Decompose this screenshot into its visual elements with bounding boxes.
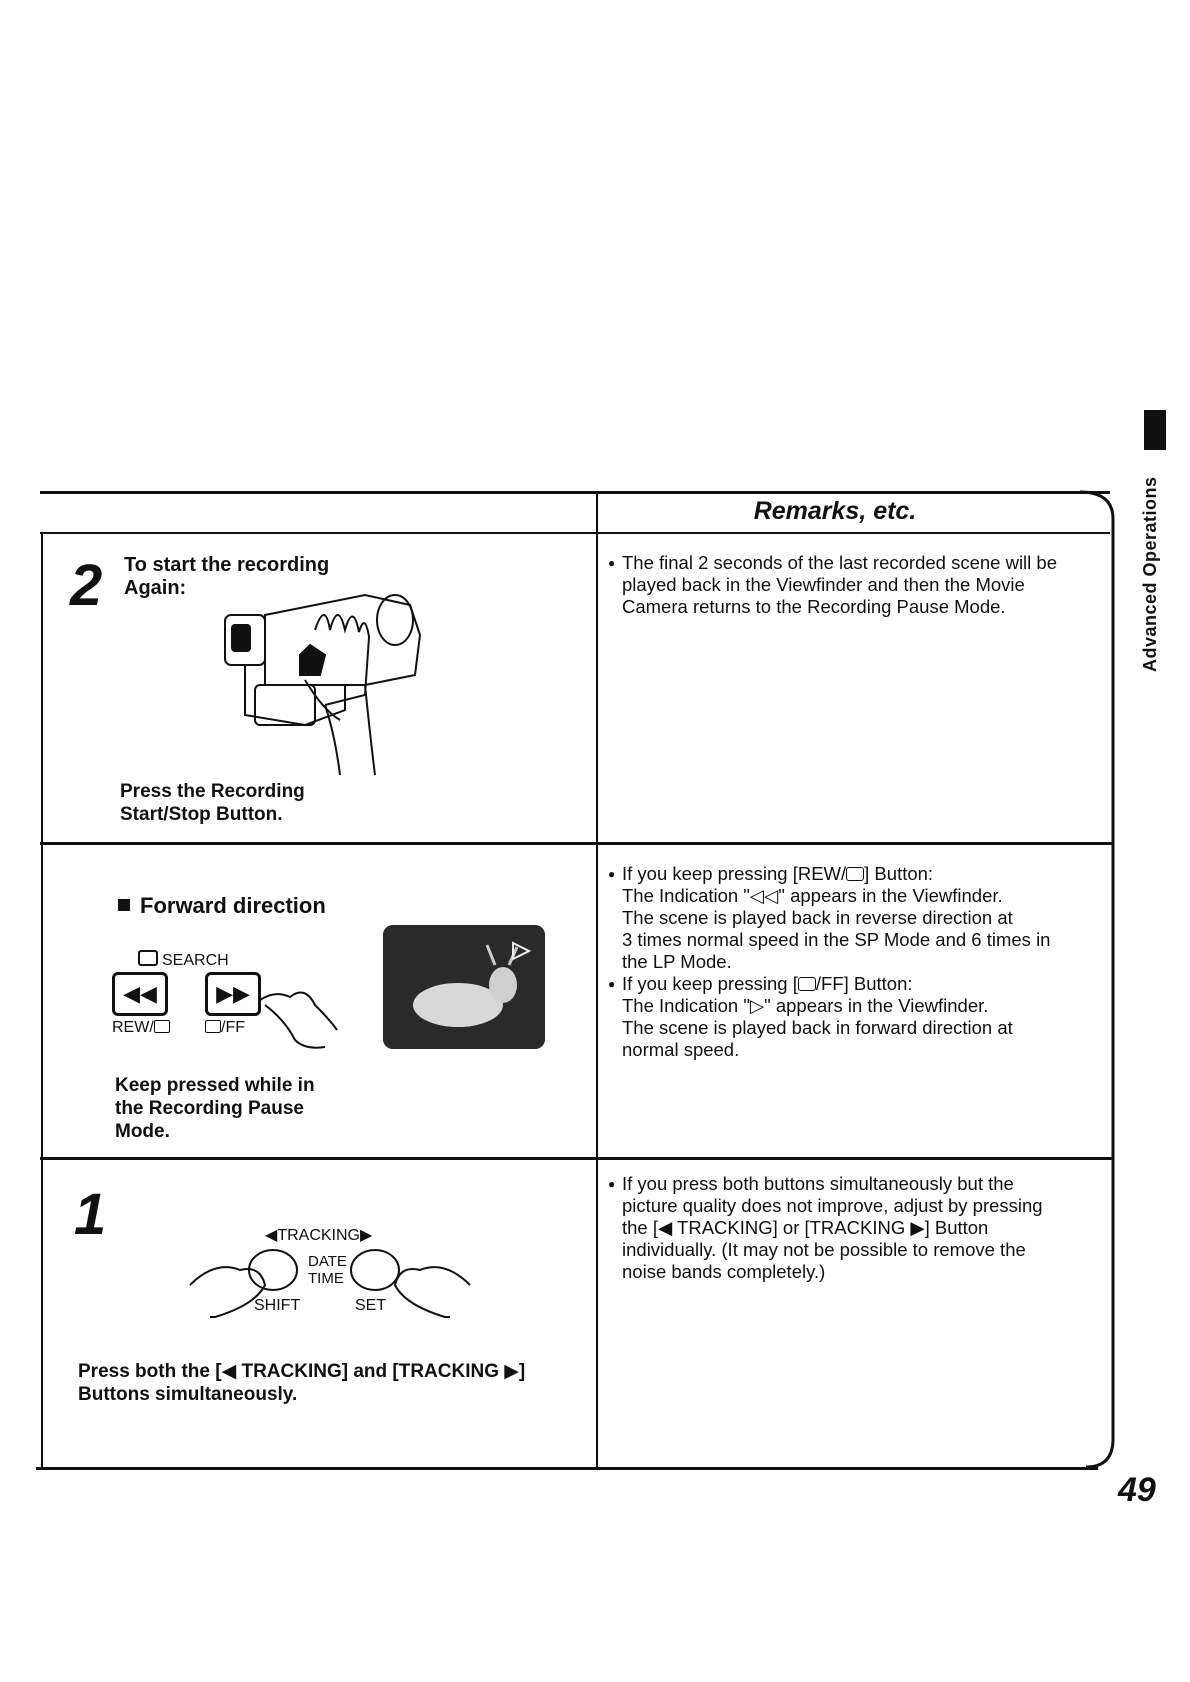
remarks-text [608, 552, 1098, 618]
page-number: 49 [1118, 1471, 1156, 1509]
row-divider-2 [40, 1157, 1112, 1160]
step-number: 2 [70, 553, 103, 618]
time-label: TIME [308, 1270, 344, 1287]
viewfinder-scene [383, 925, 545, 1049]
remark-line: The Indication "▷" appears in the Viewfinder. [622, 995, 989, 1016]
search-icon [138, 950, 158, 966]
rew-inline-icon [846, 867, 864, 881]
shift-label: SHIFT [254, 1297, 301, 1314]
tracking-label [265, 1225, 372, 1245]
step-number: 1 [74, 1182, 107, 1247]
remark-line: /FF] Button: [815, 973, 913, 994]
remark-item [608, 973, 1098, 1061]
step-instruction [78, 1360, 525, 1406]
remark-item [608, 552, 1098, 618]
remark-item [608, 863, 1098, 973]
instruction-line: Press the Recording [120, 781, 305, 802]
instruction-line: Press both the [◀ TRACKING] and [TRACKING ▶] [78, 1361, 526, 1382]
rew-button[interactable] [112, 972, 168, 1016]
rew-label-text: REW/ [112, 1019, 154, 1036]
instruction-line: Buttons simultaneously. [78, 1384, 298, 1405]
remark-line: If you keep pressing [REW/ [622, 863, 847, 884]
section-tab-marker [1144, 410, 1166, 450]
ff-label-text: /FF [221, 1019, 245, 1036]
section-label: Advanced Operations [1140, 476, 1160, 672]
remark-line: The scene is played back in forward direction at [622, 1017, 1013, 1038]
camcorder-hand-illustration [205, 585, 435, 785]
left-arrow-icon: ◀ [265, 1227, 278, 1244]
remark-line: normal speed. [622, 1039, 740, 1060]
instruction-line: Keep pressed while in [115, 1075, 315, 1096]
remarks-header: Remarks, etc. [753, 497, 917, 525]
remark-line: The final 2 seconds of the last recorded scene will be [622, 552, 1057, 573]
left-border [41, 532, 43, 1467]
remark-line: 3 times normal speed in the SP Mode and 6 times in [622, 929, 1051, 950]
tracking-label-text: TRACKING [277, 1227, 360, 1244]
search-label-text: SEARCH [162, 952, 229, 969]
step-instruction [120, 780, 305, 826]
ff-inline-icon [798, 977, 816, 991]
step-heading-line: To start the recording [124, 554, 330, 576]
remark-line: individually. (It may not be possible to remove the [622, 1239, 1026, 1260]
remark-line: The Indication "◁◁" appears in the Viewfinder. [622, 885, 1003, 906]
date-label: DATE [308, 1253, 347, 1270]
remark-line: Camera returns to the Recording Pause Mode. [622, 596, 1006, 617]
right-arrow-icon: ▶ [359, 1227, 373, 1244]
bullet-square-icon [118, 899, 130, 911]
ff-small-icon [205, 1020, 221, 1033]
instruction-line: Start/Stop Button. [120, 804, 283, 825]
remark-line: The scene is played back in reverse direction at [622, 907, 1013, 928]
tracking-left-button [249, 1250, 297, 1290]
remark-line: the [◀ TRACKING] or [TRACKING ▶] Button [622, 1217, 989, 1238]
rewind-icon: ◀◀ [123, 981, 157, 1006]
viewfinder-image [383, 925, 545, 1049]
forward-direction-heading [118, 893, 326, 919]
remark-line: If you press both buttons simultaneously but the [622, 1173, 1014, 1194]
remark-line: ] Button: [864, 863, 934, 884]
date-time-label [308, 1253, 347, 1287]
rewind-small-icon [154, 1020, 170, 1033]
rew-label [112, 1019, 170, 1037]
ff-button[interactable] [205, 972, 261, 1016]
row-divider-1 [40, 842, 1112, 845]
search-label [138, 950, 229, 970]
table-top-rule [40, 491, 1110, 494]
ff-label [205, 1019, 245, 1037]
remarks-text [608, 863, 1098, 1061]
remark-line: noise bands completely.) [622, 1261, 826, 1282]
remarks-text [608, 1173, 1098, 1283]
remark-line: played back in the Viewfinder and then the Movie [622, 574, 1025, 595]
instruction-line: Mode. [115, 1121, 170, 1142]
remark-line: If you keep pressing [ [622, 973, 798, 994]
pressing-finger-icon [255, 985, 345, 1055]
tracking-right-button [351, 1250, 399, 1290]
remark-item [608, 1173, 1098, 1283]
table-bottom-rule [36, 1467, 1098, 1470]
set-label: SET [355, 1297, 387, 1314]
step-instruction [115, 1074, 315, 1143]
instruction-line: the Recording Pause [115, 1098, 304, 1119]
heading-text: Forward direction [140, 893, 326, 918]
header-rule [40, 532, 1110, 534]
fast-forward-icon: ▶▶ [216, 981, 250, 1006]
remark-line: the LP Mode. [622, 951, 732, 972]
step-heading-line: Again: [124, 577, 187, 599]
column-divider [596, 491, 598, 1467]
remark-line: picture quality does not improve, adjust by pressing [622, 1195, 1043, 1216]
